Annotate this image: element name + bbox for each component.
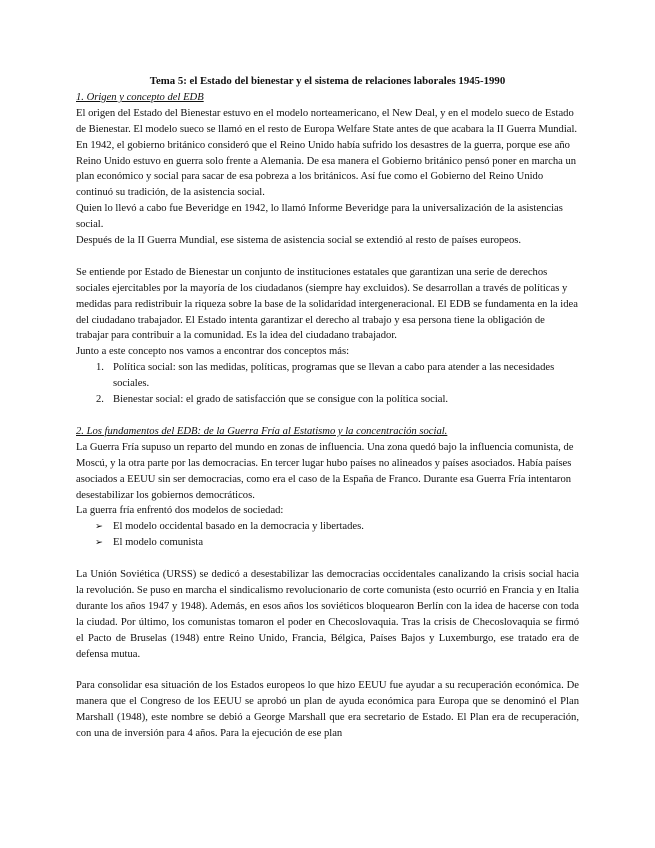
numbered-list [76,360,579,408]
section-1-paragraph: Junto a este concepto nos vamos a encontrar dos conceptos más: [76,346,350,358]
document-page [76,74,579,742]
list-number: 1. [96,362,104,374]
section-1-heading: 1. Origen y concepto del EDB [76,91,204,103]
paragraph-spacer [76,249,579,265]
list-item-text: El modelo comunista [113,537,204,549]
section-1-paragraph: Después de la II Guerra Mundial, ese sistema de asistencia social se extendió al resto de países europeos. [76,235,522,247]
paragraph-spacer [76,662,579,678]
document-title: Tema 5: el Estado del bienestar y el sistema de relaciones laborales 1945-1990 [149,75,506,87]
list-item [76,360,579,392]
arrow-bullet-icon: ➢ [95,521,103,533]
bullet-list [76,519,579,551]
section-2-paragraph: Para consolidar esa situación de los Estados europeos lo que hizo EEUU fue ayudar a su recuperación económica. De manera que el Congreso de los EEUU se aprobó un plan de ayuda económica para Europa que se denominó el Plan Marshall (1948), este nombre se debió a George Marshall que era secretario de Estado. El Plan era de recuperación, con una de inversión para 4 años. Para la ejecución de ese plan [76,680,579,740]
arrow-bullet-icon: ➢ [95,537,103,549]
list-item-text: Política social: son las medidas, políticas, programas que se llevan a cabo para atender a las necesidades sociales. [113,362,555,390]
paragraph-spacer [76,551,579,567]
paragraph-spacer [76,408,579,424]
section-2-paragraph: La Unión Soviética (URSS) se dedicó a desestabilizar las democracias occidentales canalizando la crisis social hacia la revolución. Se puso en marcha el sindicalismo revolucionario de corte comunista (esto ocurrió en Francia y en Italia durante los años 1947 y 1948). Además, en esos años los soviéticos bloquearon Berlín con la idea de hacerse con toda la ciudad. Por último, los comunistas tomaron el poder en Checoslovaquia. Tras la crisis de Checoslovaquia se firmó el Pacto de Bruselas (1948) entre Reino Unido, Francia, Bélgica, Países Bajos y Luxemburgo, ese tratado era de defensa mutua. [76,569,579,660]
section-2-paragraph: La Guerra Fría supuso un reparto del mundo en zonas de influencia. Una zona quedó bajo la influencia comunista, de Moscú, y la otra parte por las democracias. En tercer lugar hubo países no alineados y países asociados. Había países asociados a EEUU sin ser democracias, como era el caso de la España de Franco. Durante esa Guerra Fría intentaron desestabilizar los gobiernos democráticos. [76,441,574,501]
list-item [76,392,579,408]
section-1-paragraph: El origen del Estado del Bienestar estuvo en el modelo norteamericano, el New Deal, y en el modelo sueco de Estado de Bienestar. El modelo sueco se llamó en el resto de Europa Welfare State antes de que acabara la II Guerra Mundial. [76,107,578,135]
list-item-text: El modelo occidental basado en la democracia y libertades. [113,521,364,533]
list-number: 2. [96,394,104,406]
list-item [76,519,579,535]
section-1-paragraph: En 1942, el gobierno británico consideró que el Reino Unido había sufrido los desastres de la guerra, porque ese año Reino Unido estuvo en guerra solo frente a Alemania. De esa manera el Gobierno británico pensó poner en marcha un plan económico y social para sacar de esa pobreza a los británicos. Así fue como el Gobierno del Reino Unido continuó su tradición, de la asistencia social. [76,139,577,199]
section-2-heading: 2. Los fundamentos del EDB: de la Guerra Fría al Estatismo y la concentración social. [76,425,448,437]
list-item-text: Bienestar social: el grado de satisfacción que se consigue con la política social. [113,394,449,406]
section-1-paragraph: Quien lo llevó a cabo fue Beveridge en 1942, lo llamó Informe Beveridge para la universalización de la asistencias social. [76,203,563,231]
section-2-paragraph: La guerra fría enfrentó dos modelos de sociedad: [76,505,284,517]
list-item [76,535,579,551]
section-1-paragraph: Se entiende por Estado de Bienestar un conjunto de instituciones estatales que garantizan una serie de derechos sociales ejercitables por la mayoría de los ciudadanos (siempre hay excluidos). Se desarrollan a través de políticas y medidas para redistribuir la riqueza sobre la base de la solidaridad intergeneracional. El EDB se fundamenta en la idea del ciudadano trabajador. El Estado intenta garantizar el derecho al trabajo y esa persona tiene la obligación de trabajar para contribuir a la comunidad. Es la idea del ciudadano trabajador. [76,266,578,342]
